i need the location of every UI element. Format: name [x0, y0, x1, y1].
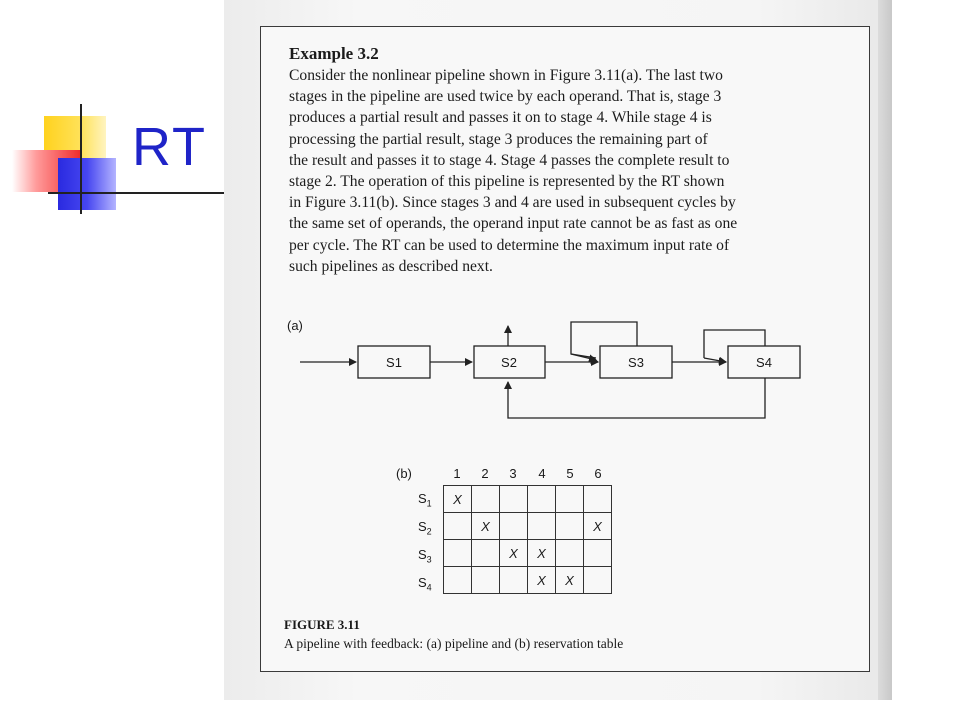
table-row	[444, 540, 612, 567]
rt-cell	[472, 567, 500, 594]
rt-cell	[584, 567, 612, 594]
example-line: Consider the nonlinear pipeline shown in Figure 3.11(a). The last two	[289, 67, 723, 84]
rt-row-label: $S_4$	[418, 575, 432, 593]
example-line: the same set of operands, the operand input rate cannot be as fast as one	[289, 215, 738, 233]
rt-cell: X	[444, 486, 472, 513]
rt-column-header: 5	[566, 466, 574, 481]
figure-caption: A pipeline with feedback: (a) pipeline and (b) reservation table	[284, 636, 624, 651]
rt-cell	[528, 513, 556, 540]
rt-cell	[472, 540, 500, 567]
rt-column-header: 3	[509, 466, 517, 481]
rt-cell	[444, 513, 472, 540]
example-line: per cycle. The RT can be used to determine the maximum input rate of	[289, 236, 730, 254]
s4-s2-feedback	[508, 378, 765, 418]
rt-cell: X	[472, 513, 500, 540]
example-line: processing the partial result, stage 3 produces the remaining part of	[289, 130, 708, 148]
stage-label-s1: S1	[386, 355, 402, 370]
rt-column-header: 6	[594, 466, 602, 481]
rt-cell	[584, 486, 612, 513]
rt-cell	[444, 567, 472, 594]
stage-label-s4: S4	[756, 355, 772, 370]
rt-cell: X	[584, 513, 612, 540]
rt-cell: X	[556, 567, 584, 594]
example-line: stages in the pipeline are used twice by each operand. That is, stage 3	[289, 88, 722, 106]
table-row	[444, 513, 612, 540]
rt-column-header: 4	[538, 466, 546, 481]
rt-cell	[556, 486, 584, 513]
example-heading: Example 3.2	[289, 44, 379, 63]
rt-cell: X	[528, 540, 556, 567]
rt-column-header: 1	[453, 466, 461, 481]
table-row	[444, 486, 612, 513]
rt-cell: X	[528, 567, 556, 594]
rt-row-label: $S_1$	[418, 491, 432, 509]
table-row	[444, 567, 612, 594]
rt-cell	[556, 513, 584, 540]
figure-title: FIGURE 3.11	[284, 617, 360, 632]
reservation-table	[443, 485, 612, 594]
rt-cell	[500, 486, 528, 513]
rt-column-header: 2	[481, 466, 489, 481]
stage-label-s3: S3	[628, 355, 644, 370]
rt-cell	[528, 486, 556, 513]
example-line: in Figure 3.11(b). Since stages 3 and 4 are used in subsequent cycles by	[289, 194, 736, 212]
rt-cell	[444, 540, 472, 567]
slide-title: RT	[132, 117, 208, 177]
example-line: the result and passes it to stage 4. Stage 4 passes the complete result to	[289, 151, 730, 169]
rt-cell	[584, 540, 612, 567]
rt-cell	[500, 513, 528, 540]
rt-cell	[500, 567, 528, 594]
example-line: stage 2. The operation of this pipeline is represented by the RT shown	[289, 173, 725, 191]
stage-label-s2: S2	[501, 355, 517, 370]
rt-row-label: $S_3$	[418, 547, 432, 565]
rt-cell	[472, 486, 500, 513]
rt-row-label: $S_2$	[418, 519, 432, 537]
rt-cell	[556, 540, 584, 567]
pipeline-label: (a)	[287, 318, 303, 333]
example-line: produces a partial result and passes it on to stage 4. While stage 4 is	[289, 109, 712, 127]
reservation-table-label: (b)	[396, 466, 412, 481]
rt-cell: X	[500, 540, 528, 567]
example-line: such pipelines as described next.	[289, 257, 493, 275]
